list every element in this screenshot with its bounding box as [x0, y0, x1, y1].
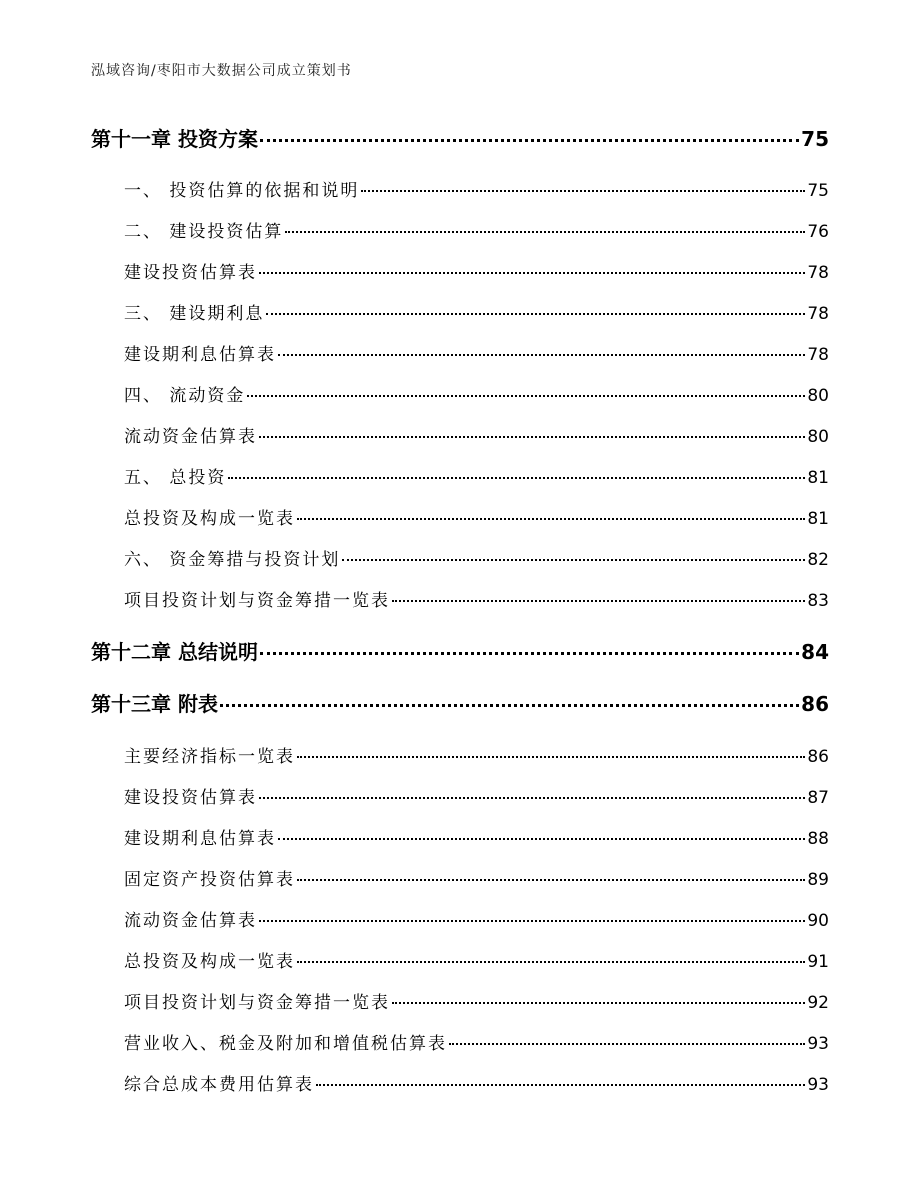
toc-section-entry[interactable]: [124, 340, 829, 365]
toc-page-number: 82: [807, 550, 829, 570]
toc-section-entry[interactable]: [124, 422, 829, 447]
dot-leader: [220, 704, 799, 707]
dot-leader: [228, 477, 805, 479]
toc-section-entry[interactable]: [124, 906, 829, 931]
toc-section-entry[interactable]: [124, 742, 829, 767]
dot-leader: [259, 920, 805, 922]
toc-label: 一、 投资估算的依据和说明: [124, 181, 360, 201]
toc-label: 五、 总投资: [124, 468, 227, 488]
toc-label: 六、 资金筹措与投资计划: [124, 550, 341, 570]
dot-leader: [259, 272, 805, 274]
dot-leader: [297, 756, 805, 758]
toc-page-number: 92: [807, 993, 829, 1013]
toc-section-entry[interactable]: [124, 783, 829, 808]
toc-section-entry[interactable]: [124, 381, 829, 406]
toc-section-entry[interactable]: [124, 1070, 829, 1095]
toc-page-number: 86: [807, 747, 829, 767]
toc-label: 总投资及构成一览表: [124, 509, 295, 529]
toc-label: 营业收入、税金及附加和增值税估算表: [124, 1034, 447, 1054]
dot-leader: [247, 395, 805, 397]
toc-page-number: 86: [801, 692, 829, 716]
toc-page-number: 91: [807, 952, 829, 972]
toc-page-number: 80: [807, 386, 829, 406]
toc-page-number: 89: [807, 870, 829, 890]
toc-section-entry[interactable]: [124, 504, 829, 529]
dot-leader: [342, 559, 805, 561]
toc-section-entry[interactable]: [124, 865, 829, 890]
toc-label: 综合总成本费用估算表: [124, 1075, 314, 1095]
dot-leader: [278, 838, 805, 840]
toc-label: 建设期利息估算表: [124, 345, 276, 365]
toc-page-number: 84: [801, 640, 829, 664]
toc-label: 流动资金估算表: [124, 427, 257, 447]
dot-leader: [278, 354, 805, 356]
dot-leader: [392, 600, 805, 602]
toc-chapter-entry[interactable]: [91, 636, 829, 665]
toc-section-entry[interactable]: [124, 258, 829, 283]
toc-page-number: 75: [801, 127, 829, 151]
toc-section-entry[interactable]: [124, 217, 829, 242]
toc-page-number: 75: [807, 181, 829, 201]
toc-page-number: 78: [807, 304, 829, 324]
toc-section-entry[interactable]: [124, 1029, 829, 1054]
dot-leader: [316, 1084, 805, 1086]
running-header: 泓域咨询/枣阳市大数据公司成立策划书: [91, 63, 352, 79]
toc-label: 第十一章 投资方案: [91, 127, 258, 151]
dot-leader: [285, 231, 805, 233]
toc-section-entry[interactable]: [124, 988, 829, 1013]
toc-page-number: 76: [807, 222, 829, 242]
toc-label: 建设期利息估算表: [124, 829, 276, 849]
toc-section-entry[interactable]: [124, 824, 829, 849]
toc-label: 总投资及构成一览表: [124, 952, 295, 972]
toc-chapter-entry[interactable]: [91, 123, 829, 152]
toc-page-number: 87: [807, 788, 829, 808]
toc-label: 建设投资估算表: [124, 788, 257, 808]
toc-section-entry[interactable]: [124, 545, 829, 570]
toc-page-number: 80: [807, 427, 829, 447]
dot-leader: [392, 1002, 805, 1004]
toc-label: 二、 建设投资估算: [124, 222, 284, 242]
dot-leader: [260, 139, 799, 142]
dot-leader: [449, 1043, 805, 1045]
dot-leader: [297, 518, 805, 520]
toc-page-number: 88: [807, 829, 829, 849]
toc-page-number: 78: [807, 345, 829, 365]
toc-label: 项目投资计划与资金筹措一览表: [124, 591, 390, 611]
toc-label: 第十三章 附表: [91, 692, 218, 716]
toc-page-number: 93: [807, 1034, 829, 1054]
dot-leader: [260, 652, 799, 655]
toc-page-number: 90: [807, 911, 829, 931]
toc-page-number: 81: [807, 509, 829, 529]
toc-chapter-entry[interactable]: [91, 688, 829, 717]
toc-label: 固定资产投资估算表: [124, 870, 295, 890]
toc-label: 第十二章 总结说明: [91, 640, 258, 664]
toc-label: 主要经济指标一览表: [124, 747, 295, 767]
toc-label: 三、 建设期利息: [124, 304, 265, 324]
dot-leader: [259, 436, 805, 438]
toc-label: 流动资金估算表: [124, 911, 257, 931]
toc-page-number: 78: [807, 263, 829, 283]
toc-page-number: 93: [807, 1075, 829, 1095]
toc-label: 建设投资估算表: [124, 263, 257, 283]
toc-label: 四、 流动资金: [124, 386, 246, 406]
toc-page-number: 81: [807, 468, 829, 488]
toc-section-entry[interactable]: [124, 947, 829, 972]
dot-leader: [297, 879, 805, 881]
dot-leader: [259, 797, 805, 799]
toc-section-entry[interactable]: [124, 463, 829, 488]
toc-page-number: 83: [807, 591, 829, 611]
dot-leader: [266, 313, 805, 315]
toc-section-entry[interactable]: [124, 586, 829, 611]
toc-label: 项目投资计划与资金筹措一览表: [124, 993, 390, 1013]
toc-section-entry[interactable]: [124, 176, 829, 201]
dot-leader: [361, 190, 805, 192]
dot-leader: [297, 961, 805, 963]
toc-section-entry[interactable]: [124, 299, 829, 324]
